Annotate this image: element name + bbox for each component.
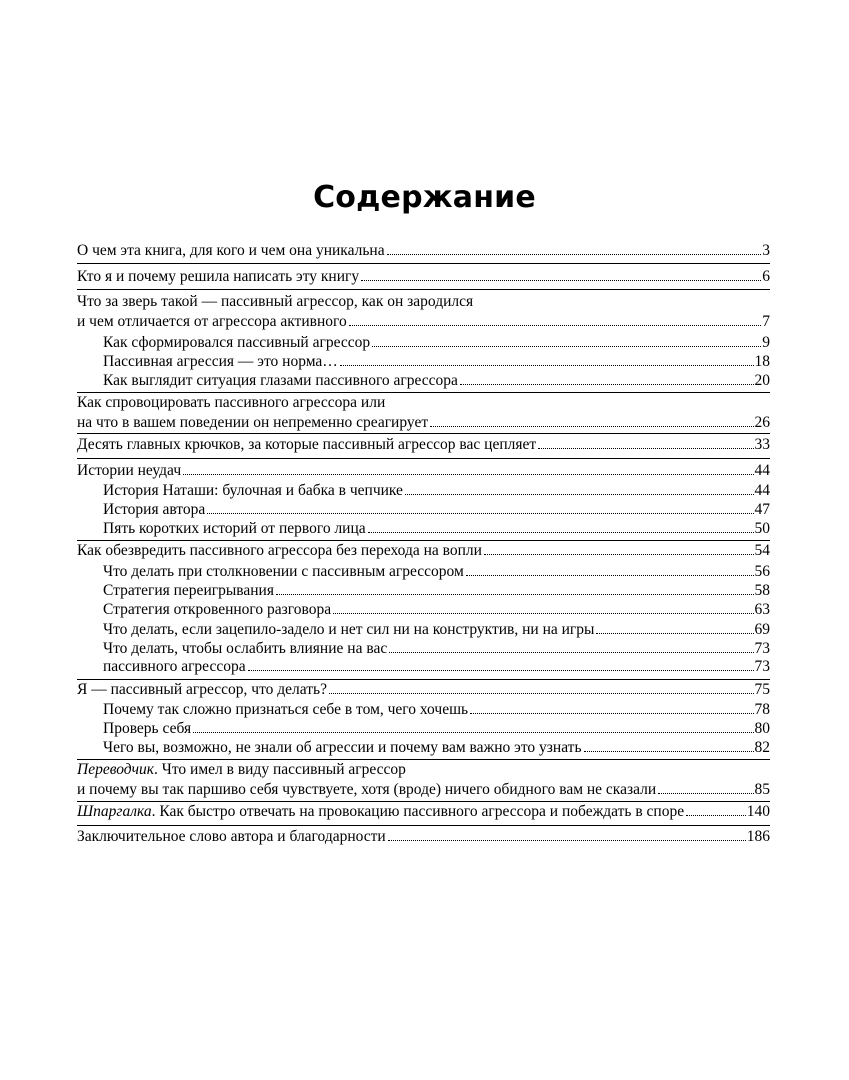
toc-page-number: 44 xyxy=(754,462,770,479)
toc-entry-title: Пять коротких историй от первого лица xyxy=(103,520,366,537)
toc-entry[interactable] xyxy=(77,680,770,700)
divider xyxy=(77,433,770,434)
dot-leader xyxy=(207,512,753,514)
toc-entry[interactable] xyxy=(77,393,770,433)
toc-entry-title: Шпаргалка. Как быстро отвечать на провокацию пассивного агрессора и побеждать в споре xyxy=(77,803,685,820)
toc-page-number: 3 xyxy=(762,242,770,259)
dot-leader xyxy=(361,279,761,281)
toc-entry-title: Проверь себя xyxy=(103,720,192,737)
toc-entry-title: Заключительное слово автора и благодарности xyxy=(77,828,386,845)
toc-entry-title: и чем отличается от агрессора активного xyxy=(77,313,347,330)
toc-entry-title: Что делать, если зацепило-задело и нет сил ни на конструктив, ни на игры xyxy=(103,621,595,638)
toc-subentry[interactable] xyxy=(103,700,770,720)
page-title: Содержание xyxy=(313,180,536,215)
divider xyxy=(77,458,770,459)
dot-leader xyxy=(538,447,753,449)
toc-entry-label: Шпаргалка xyxy=(77,803,152,820)
dot-leader xyxy=(470,712,753,714)
dot-leader xyxy=(368,531,754,533)
toc-entry-title: Истории неудач xyxy=(77,462,182,479)
toc-entry[interactable] xyxy=(77,241,770,261)
toc-entry-title: пассивного агрессора xyxy=(103,658,246,675)
toc-page-number: 7 xyxy=(762,313,770,330)
toc-subentry[interactable] xyxy=(103,519,770,539)
toc-entry-title-line: Как спровоцировать пассивного агрессора или xyxy=(77,394,386,411)
toc-page-number: 140 xyxy=(746,803,770,820)
toc-page-number: 75 xyxy=(754,681,770,698)
dot-leader xyxy=(333,612,753,614)
toc-subentry[interactable] xyxy=(103,620,770,640)
dot-leader xyxy=(596,632,753,634)
toc-page-number: 63 xyxy=(754,601,770,618)
toc-entry-label: Переводчик xyxy=(77,761,155,778)
toc-entry-title: Пассивная агрессия — это норма… xyxy=(103,353,338,370)
toc-page-number: 58 xyxy=(754,582,770,599)
divider xyxy=(77,825,770,826)
toc-entry-title: История Наташи: булочная и бабка в чепчике xyxy=(103,482,403,499)
toc-entry[interactable] xyxy=(77,292,770,332)
toc-subentry[interactable] xyxy=(103,500,770,520)
toc-page-number: 82 xyxy=(754,739,770,756)
toc-subentry[interactable] xyxy=(103,600,770,620)
toc-page-number: 73 xyxy=(754,640,770,657)
toc-entry-title: История автора xyxy=(103,501,206,518)
toc-page-number: 18 xyxy=(754,353,770,370)
toc-entry-title: Стратегия откровенного разговора xyxy=(103,601,332,618)
dot-leader xyxy=(584,750,754,752)
toc-page-number: 9 xyxy=(762,334,770,351)
toc-subentry[interactable] xyxy=(103,371,770,391)
dot-leader xyxy=(430,425,753,427)
toc-page-number: 47 xyxy=(754,501,770,518)
dot-leader xyxy=(349,324,762,326)
toc-entry[interactable] xyxy=(77,827,770,847)
toc-entry[interactable] xyxy=(77,461,770,481)
toc-subentry[interactable] xyxy=(103,333,770,353)
toc-entry-title: Что делать при столкновении с пассивным агрессором xyxy=(103,563,464,580)
toc-subentry[interactable] xyxy=(103,352,770,372)
toc-page-number: 50 xyxy=(754,520,770,537)
dot-leader xyxy=(387,253,762,255)
toc-page-number: 54 xyxy=(754,542,770,559)
dot-leader xyxy=(389,651,753,653)
dot-leader xyxy=(340,364,754,366)
toc-entry-title: Как выглядит ситуация глазами пассивного агрессора xyxy=(103,372,458,389)
toc-page-number: 20 xyxy=(754,372,770,389)
toc-entry[interactable] xyxy=(77,760,770,800)
dot-leader xyxy=(388,839,746,841)
toc-entry-title: Как сформировался пассивный агрессор xyxy=(103,334,371,351)
toc-subentry[interactable] xyxy=(103,481,770,501)
toc-entry-title: О чем эта книга, для кого и чем она уникальна xyxy=(77,242,385,259)
toc-entry-title: Кто я и почему решила написать эту книгу xyxy=(77,268,360,285)
toc-page-number: 78 xyxy=(754,701,770,718)
toc-entry-title: на что в вашем поведении он непременно среагирует xyxy=(77,414,429,431)
divider xyxy=(77,263,770,264)
toc-entry-title: Почему так сложно признаться себе в том, чего хочешь xyxy=(103,701,469,718)
toc-page-number: 73 xyxy=(754,658,770,675)
divider xyxy=(77,289,770,290)
dot-leader xyxy=(329,692,754,694)
toc-subentry[interactable] xyxy=(103,562,770,582)
toc-entry-title: Десять главных крючков, за которые пассивный агрессор вас цепляет xyxy=(77,436,537,453)
toc-entry-title: Стратегия переигрывания xyxy=(103,582,274,599)
toc-entry-title-line: Что за зверь такой — пассивный агрессор, как он зародился xyxy=(77,293,474,310)
dot-leader xyxy=(466,574,754,576)
dot-leader xyxy=(658,792,753,794)
toc-entry[interactable] xyxy=(77,435,770,455)
dot-leader xyxy=(183,473,753,475)
toc-page-number: 80 xyxy=(754,720,770,737)
toc-entry-title: Чего вы, возможно, не знали об агрессии и почему вам важно это узнать xyxy=(103,739,582,756)
toc-subentry[interactable] xyxy=(103,639,770,659)
toc-subentry[interactable] xyxy=(103,657,770,677)
dot-leader xyxy=(193,731,753,733)
dot-leader xyxy=(686,814,746,816)
toc-page-number: 69 xyxy=(754,621,770,638)
toc-subentry[interactable] xyxy=(103,719,770,739)
toc-page-number: 6 xyxy=(762,268,770,285)
toc-entry[interactable] xyxy=(77,802,770,822)
dot-leader xyxy=(460,383,754,385)
dot-leader xyxy=(248,669,754,671)
toc-page-number: 85 xyxy=(754,781,770,798)
toc-page-number: 44 xyxy=(754,482,770,499)
dot-leader xyxy=(484,553,754,555)
toc-page-number: 26 xyxy=(754,414,770,431)
dot-leader xyxy=(276,593,754,595)
toc-subentry[interactable] xyxy=(103,738,770,758)
toc-entry[interactable] xyxy=(77,267,770,287)
toc-entry-title: Как обезвредить пассивного агрессора без перехода на вопли xyxy=(77,542,482,559)
toc-subentry[interactable] xyxy=(103,581,770,601)
toc-entry-title: Что делать, чтобы ослабить влияние на вас xyxy=(103,640,388,657)
toc-entry-title-line: Переводчик. Что имел в виду пассивный агрессор xyxy=(77,761,406,778)
toc-page-number: 186 xyxy=(746,828,770,845)
toc-entry-title: Я — пассивный агрессор, что делать? xyxy=(77,681,327,698)
dot-leader xyxy=(405,493,754,495)
toc-entry-title: и почему вы так паршиво себя чувствуете, хотя (вроде) ничего обидного вам не сказали xyxy=(77,781,657,798)
toc-page-number: 56 xyxy=(754,563,770,580)
dot-leader xyxy=(372,345,761,347)
toc-page-number: 33 xyxy=(754,436,770,453)
toc-entry[interactable] xyxy=(77,541,770,561)
